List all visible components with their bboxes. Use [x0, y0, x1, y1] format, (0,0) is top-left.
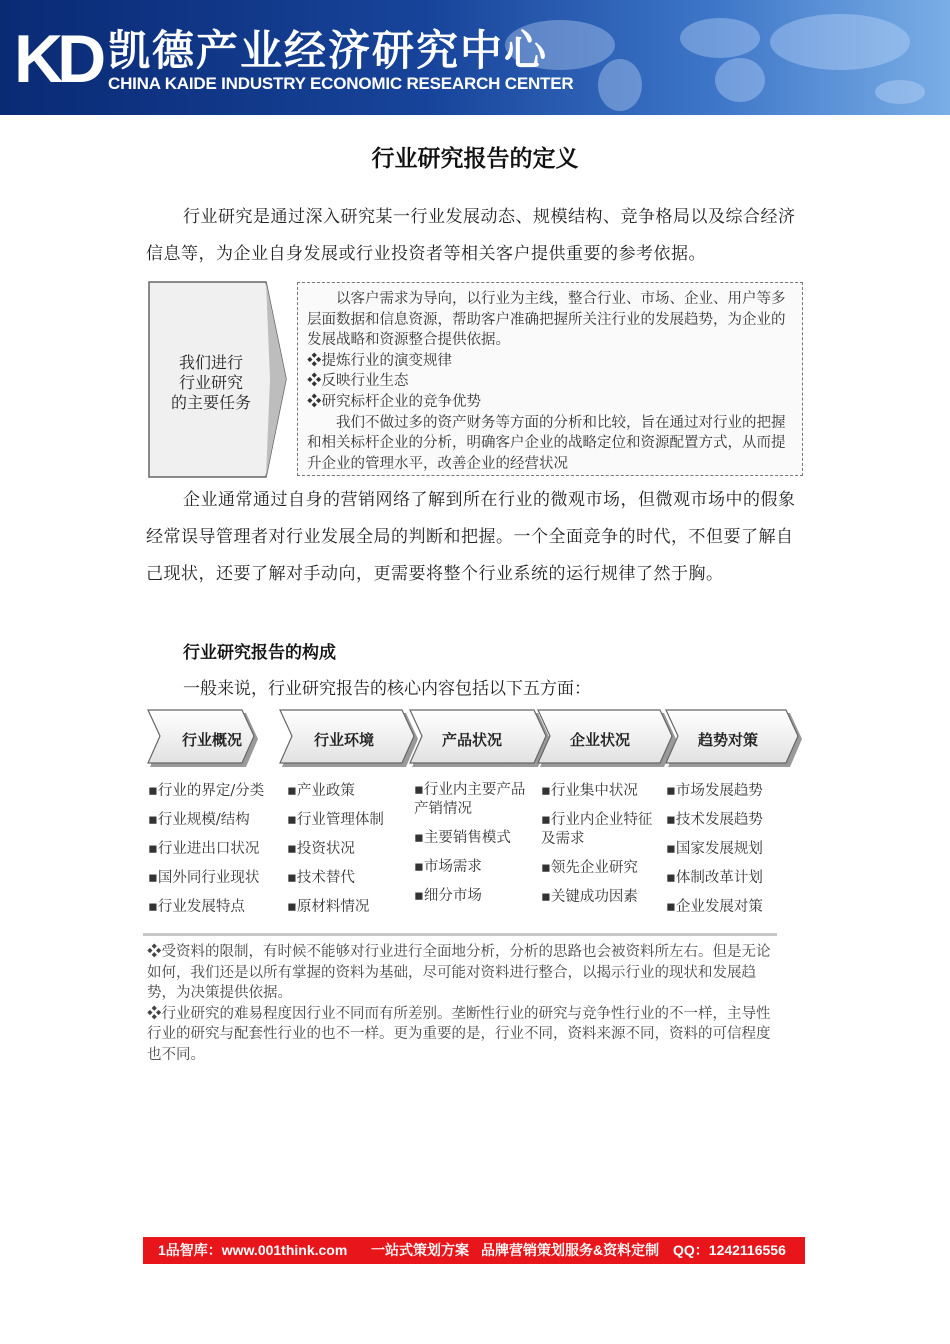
list-item: ▪行业内主要产品产销情况 [414, 782, 526, 817]
task-bullet: ❖提炼行业的演变规律 [307, 352, 452, 369]
list-item: ▪市场需求 [414, 859, 482, 875]
list-item: ▪国家发展规划 [666, 841, 763, 857]
list-item: ▪市场发展趋势 [666, 783, 763, 799]
kd-logo-icon [14, 20, 101, 97]
footer-qq: QQ：1242116556 [673, 1242, 786, 1258]
category-title: 企业状况 [569, 731, 630, 749]
market-paragraph: 企业通常通过自身的营销网络了解到所在行业的微观市场，但微观市场中的假象经常误导管理者对行业发展全局的判断和把握。一个全面竞争的时代，不但要了解自己现状，还要了解对手动向，更需要将整个行业系统的运行规律了然于胸。 [146, 490, 796, 584]
list-item: ▪体制改革计划 [666, 870, 763, 886]
header-banner [0, 0, 950, 115]
category-items-5 [666, 777, 763, 922]
footer-slogan-1: 一站式策划方案 [371, 1242, 469, 1258]
category-items-2 [287, 777, 384, 922]
task-bullet: ❖反映行业生态 [307, 373, 409, 390]
list-item: ▪原材料情况 [287, 899, 370, 915]
composition-heading: 行业研究报告的构成 [183, 643, 336, 663]
list-item: ▪投资状况 [287, 841, 355, 857]
task-bullet: ❖研究标杆企业的竞争优势 [307, 393, 481, 410]
note-item: ❖行业研究的难易程度因行业不同而有所差别。垄断性行业的研究与竞争性行业的不一样，主导性行业的研究与配套性行业的也不一样。更为重要的是，行业不同，资料来源不同，资料的可信程度也不同。 [147, 1005, 771, 1063]
task-description-box [297, 282, 803, 476]
list-item: ▪关键成功因素 [541, 889, 638, 905]
task-label [166, 353, 256, 413]
list-item: ▪主要销售模式 [414, 830, 511, 846]
category-title: 趋势对策 [697, 731, 758, 749]
list-item: ▪技术替代 [287, 870, 355, 886]
category-title: 产品状况 [441, 731, 502, 749]
org-name-en: CHINA KAIDE INDUSTRY ECONOMIC RESEARCH CENTER [108, 74, 574, 93]
list-item: ▪行业集中状况 [541, 783, 638, 799]
definition-paragraph: 行业研究是通过深入研究某一行业发展动态、规模结构、竞争格局以及综合经济信息等，为企业自身发展或行业投资者等相关客户提供重要的参考依据。 [146, 207, 796, 264]
list-item: ▪行业内企业特征及需求 [541, 812, 653, 847]
list-item: ▪行业发展特点 [148, 899, 245, 915]
footer-site-link[interactable]: 1品智库：www.001think.com [158, 1242, 348, 1258]
org-name-cn: 凯德产业经济研究中心 [108, 26, 549, 75]
notes-block [147, 942, 773, 1065]
list-item: ▪领先企业研究 [541, 860, 638, 876]
task-label-line: 我们进行 [178, 353, 243, 372]
task-label-line: 的主要任务 [170, 393, 251, 412]
list-item: ▪行业进出口状况 [148, 841, 260, 857]
task-closing: 我们不做过多的资产财务等方面的分析和比较，旨在通过对行业的把握和相关标杆企业的分析，明确客户企业的战略定位和资源配置方式，从而提升企业的管理水平，改善企业的经营状况 [307, 414, 786, 472]
list-item: ▪行业管理体制 [287, 812, 384, 828]
category-items-3 [414, 777, 526, 911]
list-item: ▪细分市场 [414, 888, 482, 904]
note-item: ❖受资料的限制，有时候不能够对行业进行全面地分析，分析的思路也会被资料所左右。但是无论如何，我们还是以所有掌握的资料为基础，尽可能对资料进行整合，以揭示行业的现状和发展趋势，为决策提供依据。 [147, 944, 771, 1001]
list-item: ▪行业的界定/分类 [148, 783, 265, 799]
category-items-4 [541, 777, 653, 912]
list-item: ▪行业规模/结构 [148, 812, 250, 828]
section-divider [143, 933, 777, 936]
footer-bar [143, 1237, 805, 1264]
composition-intro: 一般来说，行业研究报告的核心内容包括以下五方面： [183, 679, 591, 699]
list-item: ▪国外同行业现状 [148, 870, 260, 886]
page-title: 行业研究报告的定义 [371, 146, 579, 172]
list-item: ▪企业发展对策 [666, 899, 763, 915]
logo-text: KD [14, 21, 101, 97]
footer-slogan-2: 品牌营销策划服务&资料定制 [481, 1242, 660, 1258]
list-item: ▪产业政策 [287, 783, 355, 799]
list-item: ▪技术发展趋势 [666, 812, 763, 828]
category-items-1 [148, 777, 264, 922]
category-title: 行业概况 [181, 731, 242, 749]
task-intro: 以客户需求为导向，以行业为主线，整合行业、市场、企业、用户等多层面数据和信息资源，帮助客户准确把握所关注行业的发展趋势，为企业的发展战略和资源整合提供依据。 [307, 291, 786, 349]
category-title: 行业环境 [313, 731, 374, 749]
task-label-line: 行业研究 [178, 373, 243, 392]
